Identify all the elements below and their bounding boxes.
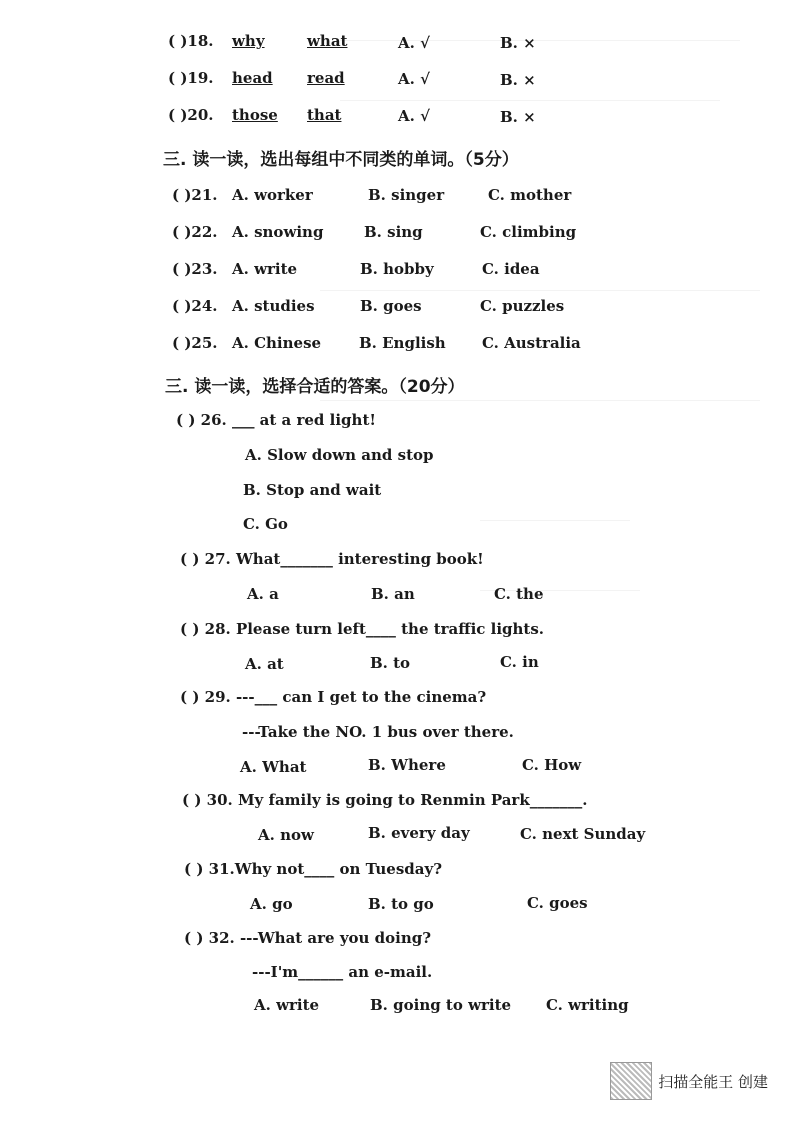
judge-option-a: A. √ [398, 34, 430, 52]
judge-word2: what [307, 32, 348, 50]
question-stem: ( ) 30. My family is going to Renmin Park_______. [182, 791, 588, 809]
choice-option-c: C. How [522, 756, 582, 774]
odd-option-a: A. snowing [232, 223, 324, 241]
question-stem: ( ) 31.Why not____ on Tuesday? [184, 860, 443, 878]
judge-word2: that [307, 106, 342, 124]
choice-option-c: C. in [500, 653, 539, 671]
choice-option-b: B. to go [368, 895, 434, 913]
odd-option-b: B. English [359, 334, 446, 352]
question-reply: ---Take the NO. 1 bus over there. [242, 723, 514, 741]
choice-option-a: A. now [258, 826, 314, 844]
judge-num: ( )18. [168, 32, 214, 50]
choice-option-b: B. going to write [370, 996, 512, 1014]
judge-word1: head [232, 69, 273, 87]
judge-option-b: B. × [500, 108, 536, 126]
watermark-text: 扫描全能王 创建 [658, 1072, 768, 1091]
odd-option-b: B. goes [360, 297, 422, 315]
question-stem: ( ) 29. ---___ can I get to the cinema? [180, 688, 487, 706]
odd-num: ( )24. [172, 297, 218, 315]
odd-option-a: A. Chinese [232, 334, 322, 352]
judge-word1: those [232, 106, 278, 124]
odd-option-b: B. hobby [360, 260, 434, 278]
choice-option-a: A. go [250, 895, 293, 913]
choice-option-b: B. Stop and wait [243, 481, 382, 499]
odd-option-c: C. mother [488, 186, 572, 204]
odd-option-a: A. studies [232, 297, 315, 315]
choice-option-b: B. Where [368, 756, 446, 774]
judge-num: ( )20. [168, 106, 214, 124]
question-stem: ( ) 32. ---What are you doing? [184, 929, 432, 947]
judge-word1: why [232, 32, 265, 50]
question-stem: ( ) 28. Please turn left____ the traffic lights. [180, 620, 545, 638]
judge-option-b: B. × [500, 71, 536, 89]
choice-option-a: A. at [245, 655, 284, 673]
choice-option-a: A. What [240, 758, 307, 776]
odd-option-c: C. idea [482, 260, 540, 278]
odd-option-b: B. singer [368, 186, 445, 204]
scanner-watermark [610, 1062, 768, 1100]
odd-option-c: C. Australia [482, 334, 581, 352]
odd-option-c: C. puzzles [480, 297, 565, 315]
qr-code-icon [610, 1062, 652, 1100]
odd-option-a: A. worker [232, 186, 313, 204]
section-heading-odd-one-out: 三. 读一读，选出每组中不同类的单词。（5分） [163, 150, 519, 170]
odd-option-c: C. climbing [480, 223, 577, 241]
judge-option-a: A. √ [398, 70, 430, 88]
odd-num: ( )23. [172, 260, 218, 278]
judge-option-a: A. √ [398, 107, 430, 125]
choice-option-a: A. write [254, 996, 320, 1014]
odd-option-b: B. sing [364, 223, 423, 241]
odd-option-a: A. write [232, 260, 298, 278]
choice-option-c: C. the [494, 585, 544, 603]
question-stem: ( ) 27. What_______ interesting book! [180, 550, 484, 568]
choice-option-b: B. to [370, 654, 411, 672]
odd-num: ( )22. [172, 223, 218, 241]
choice-option-b: B. an [371, 585, 415, 603]
odd-num: ( )21. [172, 186, 218, 204]
section-heading-choice: 三. 读一读，选择合适的答案。（20分） [165, 377, 465, 397]
choice-option-c: C. next Sunday [520, 825, 646, 843]
choice-option-c: C. Go [243, 515, 288, 533]
judge-word2: read [307, 69, 345, 87]
question-reply: ---I'm______ an e-mail. [252, 963, 433, 981]
choice-option-c: C. goes [527, 894, 588, 912]
judge-option-b: B. × [500, 34, 536, 52]
odd-num: ( )25. [172, 334, 218, 352]
choice-option-c: C. writing [546, 996, 629, 1014]
choice-option-a: A. Slow down and stop [245, 446, 434, 464]
choice-option-a: A. a [247, 585, 279, 603]
judge-num: ( )19. [168, 69, 214, 87]
choice-option-b: B. every day [368, 824, 470, 842]
question-stem: ( ) 26. ___ at a red light! [176, 411, 376, 429]
